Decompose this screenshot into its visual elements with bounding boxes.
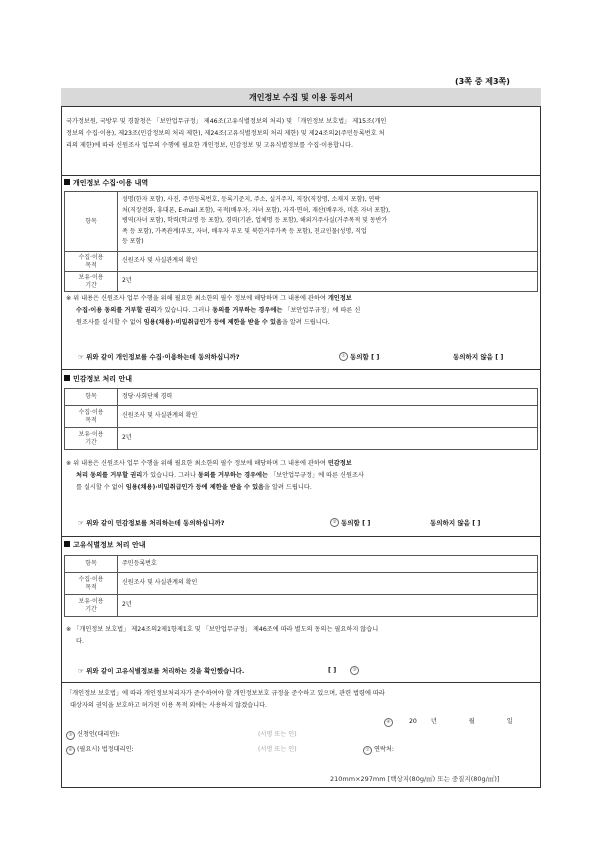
date-day[interactable]: 일	[506, 718, 513, 725]
contact-label: 연락처:	[373, 746, 394, 753]
table-value: 신원조사 및 사실관계의 확인	[118, 406, 538, 428]
form-title: 개인정보 수집 및 이용 동의서	[61, 88, 541, 107]
divider	[61, 536, 541, 537]
table-value: 신원조사 및 사실관계의 확인	[118, 573, 538, 595]
intro-paragraph	[66, 116, 538, 152]
paper-spec: 210mm×297mm [백상지(80g/㎡) 또는 중질지(80g/㎡)]	[330, 775, 500, 783]
divider	[61, 369, 541, 370]
section-heading-personal-info: 개인정보 수집·이용 내역	[64, 178, 148, 188]
table-value: 주민등록번호	[118, 556, 538, 573]
table-value: 정당·사회단체 경력	[118, 389, 538, 406]
unique-id-confirm-checkbox[interactable]: [ ]	[328, 666, 337, 674]
applicant-signature-field[interactable]: (서명 또는 인)	[258, 731, 297, 738]
table-row	[65, 595, 538, 617]
table-label: 수집·이용 목적	[65, 252, 118, 272]
personal-info-notice: ※ 위 내용은 신원조사 업무 수행을 위해 필요한 최소한의 필수 정보에 해당하며 그 내용에 관하여 개인정보 수집·이용 동의를 거부할 권리가 있습니다. 그러나 동의를 거부하는 경우에는 「보안업무규정」에 따른 신 원조사를 실시할 수 없어 임용(채용)·비밀취급인가 등에 제한을 받을 수 있음을 알려 드립니다.	[66, 295, 361, 326]
intro-line: 리의 제한)에 따라 신원조사 업무의 수행에 필요한 개인정보, 민감정보 및 고유식별정보를 수집·이용합니다.	[66, 142, 353, 149]
table-label: 항목	[65, 556, 118, 573]
guardian-signature-field[interactable]: (서명 또는 인)	[258, 746, 297, 753]
table-label: 항목	[65, 389, 118, 406]
divider	[61, 682, 541, 683]
applicant-label: 신청인(대리인):	[76, 731, 120, 738]
personal-info-table	[64, 191, 538, 292]
number-circle-icon: ③	[350, 666, 359, 675]
number-circle-icon: ④	[384, 718, 393, 727]
guardian-row	[66, 744, 134, 756]
table-row	[65, 252, 538, 272]
unique-id-question: ☞ 위와 같이 고유식별정보를 처리하는 것을 확인했습니다.	[78, 667, 245, 675]
number-circle-icon: ①	[339, 352, 348, 361]
number-circle-icon: ②	[330, 518, 339, 527]
square-bullet-icon	[64, 375, 70, 381]
table-row	[65, 556, 538, 573]
table-value: 신원조사 및 사실관계의 확인	[118, 252, 538, 272]
unique-id-table	[64, 555, 538, 617]
closing-statement: 「개인정보 보호법」에 따라 개인정보처리자가 준수하여야 할 개인정보보호 규정을 준수하고 있으며, 관련 법령에 따라 대상자의 권익을 보호하고 허가된 이용 목적 외에는 사용하지 않겠습니다.	[66, 690, 385, 709]
sensitive-info-notice: ※ 위 내용은 신원조사 업무 수행을 위해 필요한 최소한의 필수 정보에 해당하며 그 내용에 관하여 민감정보 처리 동의를 거부할 권리가 있습니다. 그러나 동의를 거부하는 경우에는 「보안업무규정」에 따른 신원조사 를 실시할 수 없어 임용(채용)·비밀취급인가 등에 제한을 받을 수 있음을 알려 드립니다.	[66, 460, 364, 491]
table-label: 항목	[65, 192, 118, 252]
applicant-row	[66, 729, 120, 741]
table-label: 보유·이용 기간	[65, 428, 118, 450]
personal-info-disagree-checkbox[interactable]: 동의하지 않음 [ ]	[453, 353, 504, 361]
date-row: ④ 20 년 월 일	[384, 716, 513, 728]
square-bullet-icon	[64, 541, 70, 547]
number-circle-icon: ⑥	[66, 746, 75, 755]
contact-row[interactable]	[363, 744, 394, 756]
table-row	[65, 272, 538, 292]
sensitive-info-agree-checkbox[interactable]: 동의함 [ ]	[341, 519, 371, 527]
date-year[interactable]: 20	[408, 718, 417, 725]
table-label: 보유·이용 기간	[65, 272, 118, 292]
date-month[interactable]: 월	[468, 718, 475, 725]
section-heading-sensitive-info: 민감정보 처리 안내	[64, 374, 132, 384]
table-value: 2년	[118, 272, 538, 292]
table-label: 보유·이용 기간	[65, 595, 118, 617]
table-row	[65, 406, 538, 428]
intro-line: 정보의 수집·이용), 제23조(민감정보의 처리 제한), 제24조(고유식별정보의 처리 제한) 및 제24조의2(주민등록번호 처	[66, 130, 385, 137]
table-label: 수집·이용 목적	[65, 406, 118, 428]
table-row	[65, 389, 538, 406]
number-circle-icon: ⑦	[363, 746, 372, 755]
page-number: (3쪽 중 제3쪽)	[455, 77, 510, 86]
guardian-label: (필요시) 법정대리인:	[76, 746, 134, 753]
personal-info-agree-checkbox[interactable]: 동의함 [ ]	[350, 353, 380, 361]
table-value: 2년	[118, 428, 538, 450]
unique-id-notice: ※ 「개인정보 보호법」 제24조의2제1항제1호 및 「보안업무규정」 제46조에 따라 별도의 동의는 필요하지 않습니 다.	[66, 626, 379, 645]
sensitive-info-table	[64, 388, 538, 450]
sensitive-info-disagree-checkbox[interactable]: 동의하지 않음 [ ]	[430, 519, 481, 527]
square-bullet-icon	[64, 179, 70, 185]
table-row	[65, 573, 538, 595]
divider	[61, 175, 541, 176]
intro-line: 국가정보원, 국방부 및 경찰청은 「보안업무규정」 제46조(고유식별정보의 처리) 및 「개인정보 보호법」 제15조(개인	[66, 118, 387, 125]
table-value: 성명(한자 포함), 사진, 주민등록번호, 등록기준지, 주소, 실거주지, 직장(직장명, 소재지 포함), 연락 처(직장전화, 휴대폰, E-mail 포함), 국적(배우자, 자녀 포함), 자격·면허, 재산(배우자, 미혼 자녀 포함), 병역(자녀 포함), 학력(학교명 등 포함), 경력(기관, 업체명 등 포함), 해외거주사실(거주목적 및 동반가 족 등 포함), 가족관계(부모, 자녀, 배우자 부모 및 북한거주가족 등 포함), 친교인물(성명, 직업 등 포함)	[118, 192, 538, 252]
table-label: 수집·이용 목적	[65, 573, 118, 595]
section-heading-unique-id-info: 고유식별정보 처리 안내	[64, 540, 146, 550]
sensitive-info-question: ☞ 위와 같이 민감정보를 처리하는데 동의하십니까?	[78, 519, 225, 527]
table-row	[65, 428, 538, 450]
number-circle-icon: ⑤	[66, 731, 75, 740]
table-row	[65, 192, 538, 252]
table-value: 2년	[118, 595, 538, 617]
personal-info-question: ☞ 위와 같이 개인정보를 수집·이용하는데 동의하십니까?	[78, 353, 240, 361]
